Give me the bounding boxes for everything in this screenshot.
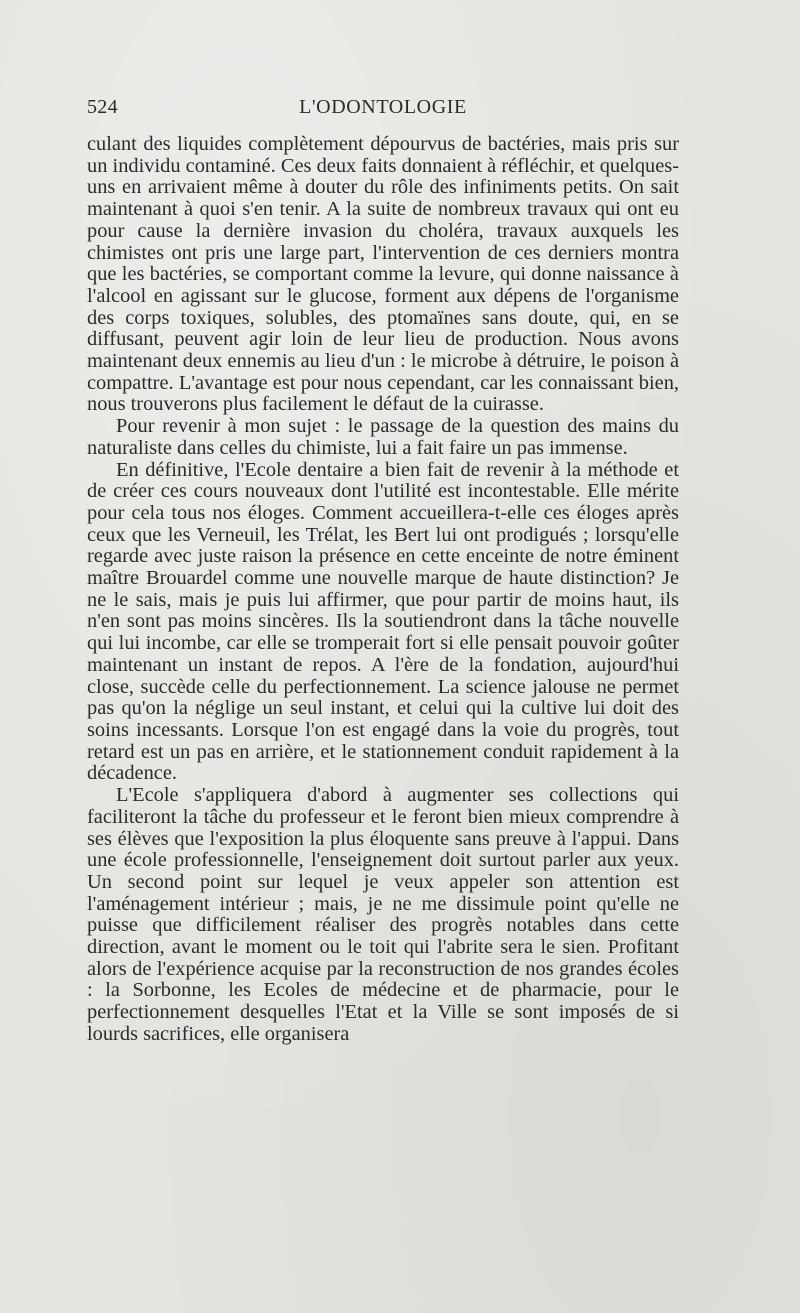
page-header — [87, 96, 679, 122]
paragraph-2: Pour revenir à mon sujet : le passage de la question des mains du naturaliste dans celles du chimiste, lui a fait faire un pas immense. — [87, 415, 679, 459]
running-title: L'ODONTOLOGIE — [299, 96, 467, 118]
page-number: 524 — [87, 96, 118, 118]
paragraph-3: En définitive, l'Ecole dentaire a bien fait de revenir à la méthode et de créer ces cours nouveaux dont l'utilité est incontestable. Elle mérite pour cela tous nos éloges. Comment accueillera-t-elle ces éloges après ceux que les Verneuil, les Trélat, les Bert lui ont prodigués ; lorsqu'elle regarde avec juste raison la présence en cette enceinte de notre éminent maître Brouardel comme une nouvelle marque de haute distinction? Je ne le sais, mais je puis lui affirmer, que pour partir de moins haut, ils n'en sont pas moins sincères. Ils la soutiendront dans la tâche nouvelle qui lui incombe, car elle se tromperait fort si elle pensait pouvoir goûter maintenant un instant de repos. A l'ère de la fondation, aujourd'hui close, succède celle du perfectionnement. La science jalouse ne permet pas qu'on la néglige un seul instant, et celui qui la cultive lui doit des soins incessants. Lorsque l'on est engagé dans la voie du progrès, tout retard est un pas en arrière, et le stationnement conduit rapidement à la décadence. — [87, 458, 679, 785]
paragraph-4: L'Ecole s'appliquera d'abord à augmenter ses collections qui faciliteront la tâche du professeur et le feront bien mieux comprendre à ses élèves que l'exposition la plus éloquente sans preuve à l'appui. Dans une école professionnelle, l'enseignement doit surtout parler aux yeux. Un second point sur lequel je veux appeler son attention est l'aménagement intérieur ; mais, je ne me dissimule point qu'elle ne puisse que difficilement réaliser des progrès notables dans cette direction, avant le moment ou le toit qui l'abrite sera le sien. Profitant alors de l'expérience acquise par la reconstruction de nos grandes écoles : la Sorbonne, les Ecoles de médecine et de pharmacie, pour le perfectionnement desquelles l'Etat et la Ville se sont imposés de si lourds sacrifices, elle organisera — [87, 784, 679, 1045]
paragraph-1: culant des liquides complètement dépourvus de bactéries, mais pris sur un individu contaminé. Ces deux faits donnaient à réfléchir, et quelques-uns en arrivaient même à douter du rôle des infiniments petits. On sait maintenant à quoi s'en tenir. A la suite de nombreux travaux qui ont eu pour cause la dernière invasion du choléra, travaux auxquels les chimistes ont pris une large part, l'intervention de ces derniers montra que les bactéries, se comportant comme la levure, qui donne naissance à l'alcool en agissant sur le glucose, forment aux dépens de l'organisme des corps toxiques, solubles, des ptomaïnes sans doute, qui, en se diffusant, peuvent agir loin de leur lieu de production. Nous avons maintenant deux ennemis au lieu d'un : le microbe à détruire, le poison à compattre. L'avantage est pour nous cependant, car les connaissant bien, nous trouverons plus facilement le défaut de la cuirasse. — [87, 133, 679, 416]
body-text — [87, 134, 679, 1046]
